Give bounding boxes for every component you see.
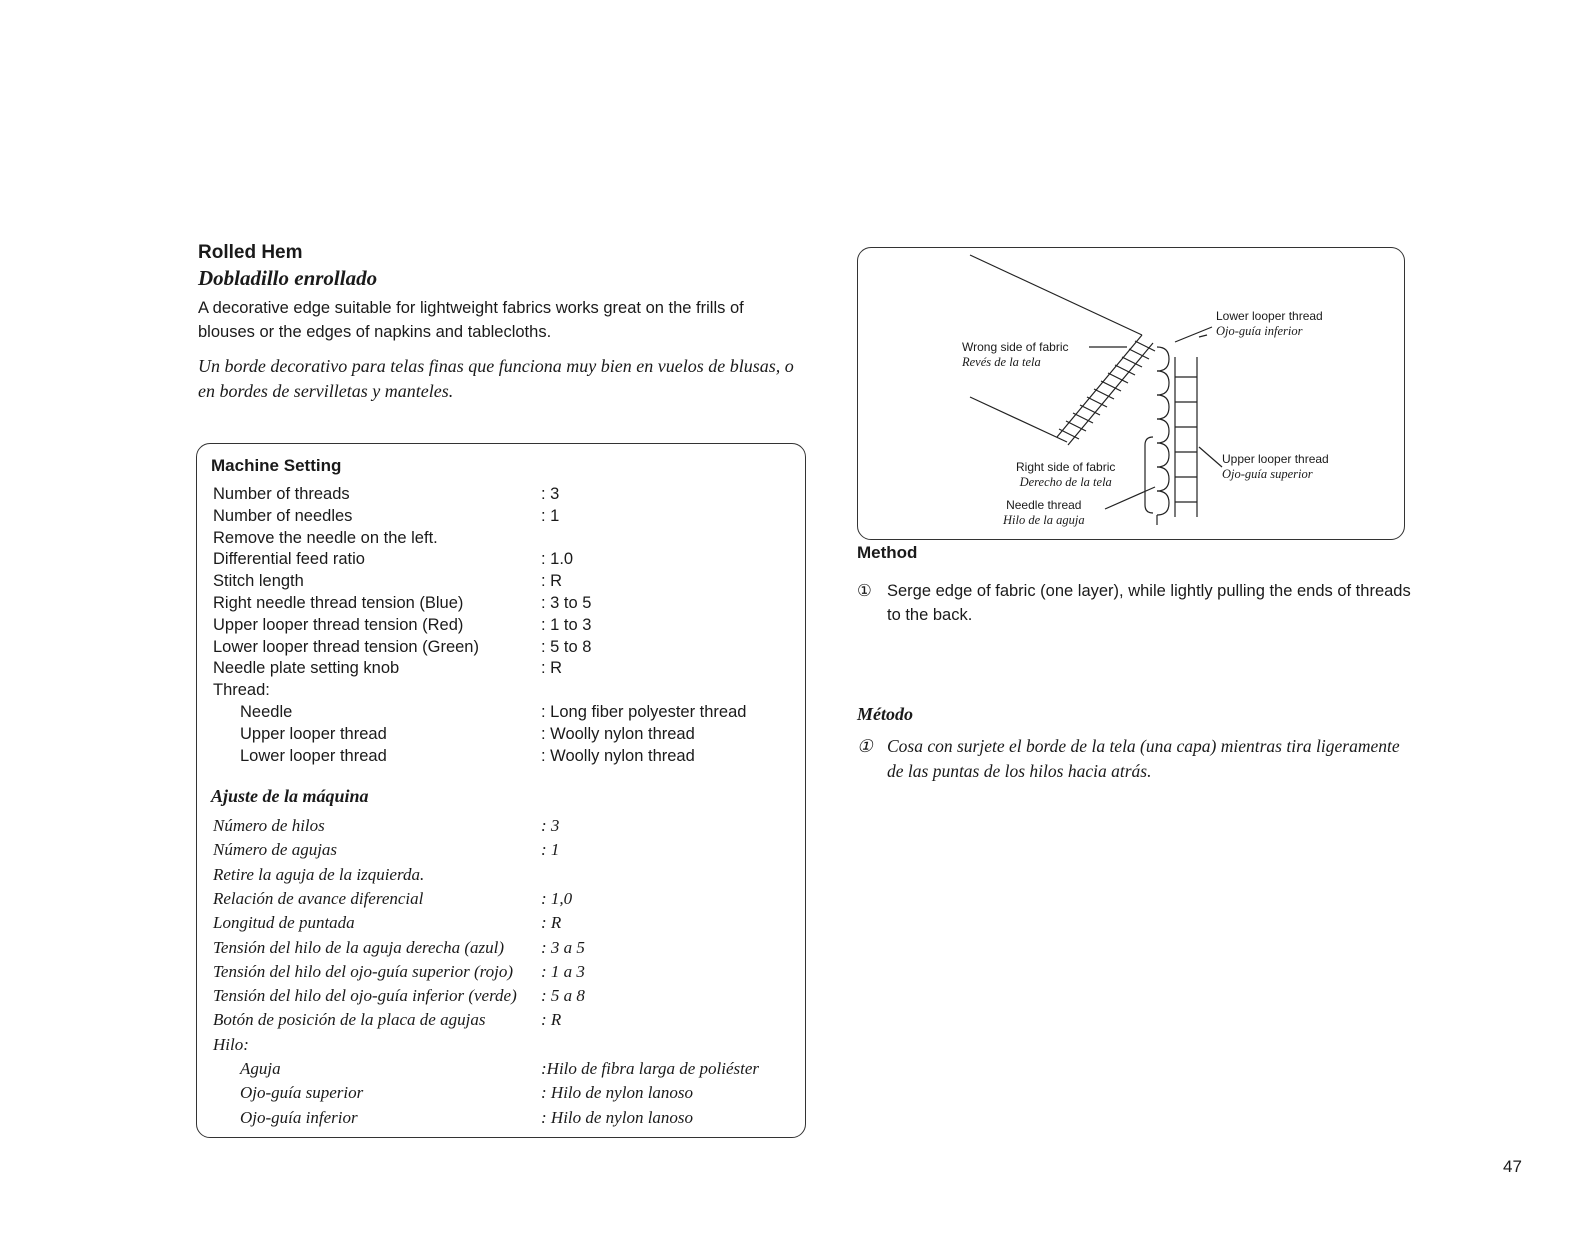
label-wrong-side-en: Wrong side of fabric bbox=[962, 340, 1069, 354]
setting-label: Tensión del hilo de la aguja derecha (azul) bbox=[213, 937, 505, 957]
label-upper-looper-en: Upper looper thread bbox=[1222, 452, 1329, 466]
setting-value: : 1 bbox=[541, 840, 560, 860]
setting-value: : 1 a 3 bbox=[541, 961, 585, 981]
setting-label: Right needle thread tension (Blue) bbox=[213, 594, 464, 612]
setting-label: Needle plate setting knob bbox=[213, 659, 400, 678]
rolled-hem-illustration bbox=[857, 247, 1405, 540]
fabric-edge-bottom bbox=[970, 397, 1067, 442]
label-wrong-side bbox=[962, 340, 1069, 370]
label-right-side-en: Right side of fabric bbox=[1016, 460, 1116, 474]
setting-row bbox=[213, 657, 563, 679]
method-step-1-spanish bbox=[857, 734, 1417, 784]
setting-value: : R bbox=[541, 572, 563, 591]
setting-row bbox=[213, 570, 563, 592]
step-text: Serge edge of fabric (one layer), while lightly pulling the ends of threads to the back. bbox=[887, 582, 1411, 624]
setting-row bbox=[213, 679, 270, 701]
setting-label: Tensión del hilo del ojo-guía inferior (verde) bbox=[213, 986, 517, 1006]
setting-row bbox=[213, 814, 560, 838]
label-needle-thread bbox=[1003, 498, 1085, 528]
setting-label: Lower looper thread tension (Green) bbox=[213, 637, 479, 656]
setting-row bbox=[213, 1008, 562, 1032]
setting-label: Longitud de puntada bbox=[213, 913, 355, 933]
intro-paragraph-spanish: Un borde decorativo para telas finas que funciona muy bien en vuelos de blusas, o en bordes de servilletas y manteles. bbox=[198, 356, 794, 401]
setting-label: Thread: bbox=[213, 681, 270, 700]
stitch-hatching bbox=[1059, 341, 1155, 439]
step-text-spanish: Cosa con surjete el borde de la tela (una capa) mientras tira ligeramente de las puntas de los hilos hacia atrás. bbox=[887, 736, 1400, 781]
intro-paragraph: A decorative edge suitable for lightweight fabrics works great on the frills of blouses or the edges of napkins and tablecloths. bbox=[198, 299, 744, 341]
label-upper-looper bbox=[1222, 452, 1329, 482]
setting-row bbox=[213, 1081, 694, 1105]
label-wrong-side-es: Revés de la tela bbox=[962, 355, 1041, 369]
setting-label: Botón de posición de la placa de agujas bbox=[213, 1010, 486, 1030]
looper-loops bbox=[1145, 347, 1197, 525]
leader-needle-thread bbox=[1105, 487, 1155, 509]
setting-label: Hilo: bbox=[213, 1034, 249, 1054]
leader-lower-looper bbox=[1175, 327, 1212, 342]
setting-label: Lower looper thread bbox=[240, 746, 387, 765]
setting-row bbox=[213, 1033, 249, 1057]
setting-value: : 3 a 5 bbox=[541, 937, 585, 957]
setting-row bbox=[213, 936, 585, 960]
setting-row bbox=[213, 483, 560, 505]
setting-label: Number of needles bbox=[213, 506, 353, 525]
setting-row bbox=[213, 636, 592, 658]
label-right-side-es: Derecho de la tela bbox=[1019, 475, 1112, 489]
setting-row bbox=[213, 701, 747, 723]
setting-value: : 1.0 bbox=[541, 550, 574, 569]
setting-row bbox=[213, 548, 574, 570]
setting-label: Needle bbox=[240, 703, 293, 721]
setting-label: Ojo-guía superior bbox=[240, 1083, 364, 1103]
setting-value: : 1 bbox=[541, 506, 560, 525]
setting-row bbox=[213, 745, 695, 767]
setting-label: Differential feed ratio bbox=[213, 550, 365, 569]
label-needle-thread-es: Hilo de la aguja bbox=[1003, 513, 1085, 527]
setting-row bbox=[213, 911, 562, 935]
setting-row bbox=[213, 614, 592, 636]
label-needle-thread-en: Needle thread bbox=[1006, 498, 1082, 512]
label-lower-looper-en: Lower looper thread bbox=[1216, 309, 1323, 323]
label-lower-looper-es: Ojo-guía inferior bbox=[1216, 324, 1303, 338]
setting-row bbox=[213, 505, 560, 527]
method-step-1 bbox=[857, 579, 1417, 627]
setting-label: Número de hilos bbox=[213, 816, 325, 835]
label-lower-looper bbox=[1216, 309, 1323, 339]
setting-label: Número de agujas bbox=[213, 840, 338, 860]
setting-row bbox=[213, 960, 585, 984]
setting-row bbox=[213, 984, 585, 1008]
setting-label: Aguja bbox=[240, 1059, 281, 1078]
step-number-spanish: ① bbox=[857, 736, 873, 756]
setting-value: : 3 bbox=[541, 816, 560, 835]
setting-row bbox=[213, 527, 438, 549]
setting-row bbox=[213, 723, 695, 745]
setting-row bbox=[213, 863, 424, 887]
setting-value: : Hilo de nylon lanoso bbox=[541, 1083, 694, 1103]
rolled-edge bbox=[1057, 335, 1142, 437]
setting-value: : Hilo de nylon lanoso bbox=[541, 1107, 694, 1127]
setting-label: Retire la aguja de la izquierda. bbox=[213, 864, 425, 884]
setting-value: : Woolly nylon thread bbox=[541, 724, 695, 743]
label-right-side bbox=[1016, 460, 1115, 490]
setting-value: : Long fiber polyester thread bbox=[541, 703, 747, 721]
section-title-spanish: Dobladillo enrollado bbox=[198, 266, 378, 290]
setting-value: : Woolly nylon thread bbox=[541, 746, 695, 765]
fabric-edge-top bbox=[970, 255, 1142, 335]
setting-row bbox=[213, 592, 592, 614]
setting-row bbox=[213, 1106, 694, 1130]
setting-value: : R bbox=[541, 913, 562, 933]
setting-label: Tensión del hilo del ojo-guía superior (rojo) bbox=[213, 961, 514, 981]
setting-label: Remove the needle on the left. bbox=[213, 528, 438, 547]
setting-value: : 3 bbox=[541, 485, 560, 503]
machine-setting-header-spanish: Ajuste de la máquina bbox=[211, 786, 369, 806]
method-title: Method bbox=[857, 543, 918, 562]
machine-setting-header: Machine Setting bbox=[211, 456, 342, 475]
setting-label: Relación de avance diferencial bbox=[213, 888, 424, 908]
setting-row bbox=[213, 887, 573, 911]
leader-upper-looper bbox=[1199, 447, 1222, 467]
setting-label: Ojo-guía inferior bbox=[240, 1107, 358, 1127]
section-title: Rolled Hem bbox=[198, 242, 303, 263]
setting-value: : 5 to 8 bbox=[541, 637, 592, 656]
label-upper-looper-es: Ojo-guía superior bbox=[1222, 467, 1313, 481]
page-number: 47 bbox=[1503, 1157, 1522, 1176]
method-title-spanish: Método bbox=[857, 704, 913, 724]
setting-value: :Hilo de fibra larga de poliéster bbox=[541, 1059, 759, 1078]
setting-value: : 3 to 5 bbox=[541, 594, 592, 612]
setting-label: Upper looper thread bbox=[240, 724, 387, 743]
setting-value: : 5 a 8 bbox=[541, 986, 585, 1006]
setting-label: Number of threads bbox=[213, 485, 350, 503]
step-number: ① bbox=[857, 582, 872, 600]
setting-value: : R bbox=[541, 659, 563, 678]
setting-value: : R bbox=[541, 1010, 562, 1030]
setting-row bbox=[213, 838, 560, 862]
setting-value: : 1,0 bbox=[541, 888, 573, 908]
setting-label: Upper looper thread tension (Red) bbox=[213, 615, 464, 634]
setting-value: : 1 to 3 bbox=[541, 615, 592, 634]
setting-row bbox=[213, 1057, 759, 1081]
setting-label: Stitch length bbox=[213, 572, 304, 591]
